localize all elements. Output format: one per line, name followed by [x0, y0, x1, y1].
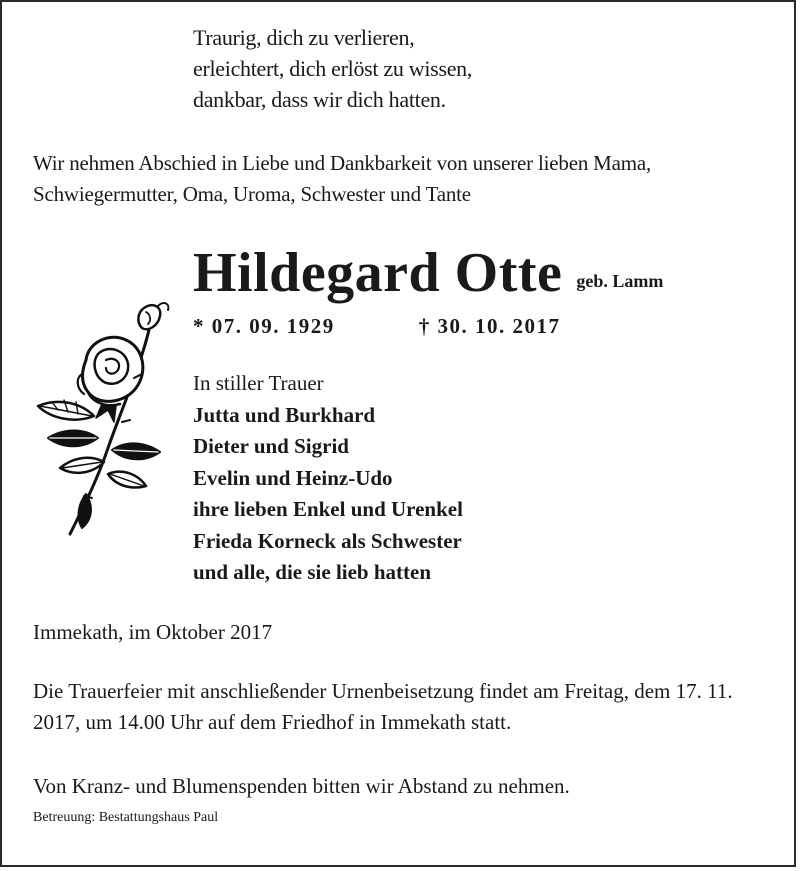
intro-text: Wir nehmen Abschied in Liebe und Dankbarkeit von unserer lieben Mama, Schwiegermutter, Oma, Uroma, Schwester und Tante — [33, 151, 652, 206]
life-dates — [193, 314, 561, 339]
poem — [193, 22, 472, 115]
mourner-name: Frieda Korneck als Schwester — [193, 528, 462, 553]
place-date: Immekath, im Oktober 2017 — [33, 620, 273, 644]
maiden-name: geb. Lamm — [576, 271, 664, 291]
death-date: † 30. 10. 2017 — [418, 314, 561, 338]
mourner-name: Evelin und Heinz-Udo — [193, 465, 393, 490]
mourner-name: Jutta und Burkhard — [193, 402, 376, 427]
poem-line: Traurig, dich zu verlieren, — [193, 25, 415, 50]
deceased-name: Hildegard Otte — [193, 242, 563, 304]
mourner-name: ihre lieben Enkel und Urenkel — [193, 497, 463, 521]
mourners-heading: In stiller Trauer — [193, 371, 324, 395]
rose-icon — [22, 298, 182, 538]
mourners-list — [193, 368, 463, 589]
poem-line: erleichtert, dich erlöst zu wissen, — [193, 56, 473, 81]
ceremony-info: Die Trauerfeier mit anschließender Urnenbeisetzung findet am Freitag, dem 17. 11. 2017, um 14.00 Uhr auf dem Friedhof in Immekath statt. — [33, 679, 733, 734]
birth-date: * 07. 09. 1929 — [193, 314, 335, 338]
poem-line: dankbar, dass wir dich hatten. — [193, 87, 446, 112]
funeral-home-credit: Betreuung: Bestattungshaus Paul — [33, 810, 219, 825]
deceased-name-line — [193, 238, 663, 308]
mourner-name: Dieter und Sigrid — [193, 434, 349, 458]
donation-request: Von Kranz- und Blumenspenden bitten wir Abstand zu nehmen. — [33, 774, 570, 798]
mourner-name: und alle, die sie lieb hatten — [193, 560, 432, 584]
